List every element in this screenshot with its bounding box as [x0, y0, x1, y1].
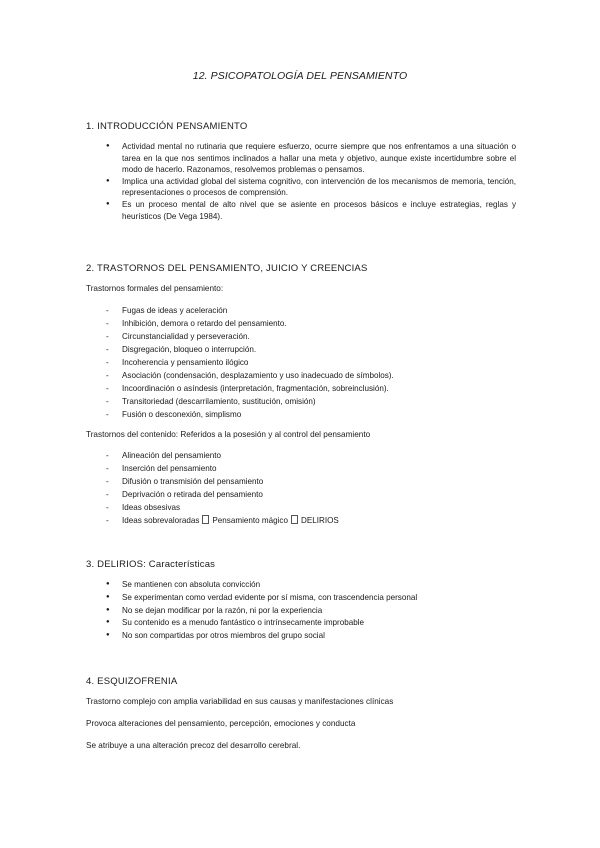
list-item: - Disgregación, bloqueo o interrupción.	[86, 343, 516, 356]
list-item: - Ideas obsesivas	[86, 501, 516, 514]
list-item: ● Se mantienen con absoluta convicción	[86, 579, 516, 591]
formales-list	[86, 304, 516, 421]
list-item: - Deprivación o retirada del pensamiento	[86, 488, 516, 501]
esquizofrenia-line: Provoca alteraciones del pensamiento, percepción, emociones y conducta	[86, 719, 356, 728]
list-item: ● Es un proceso mental de alto nivel que se asiente en procesos básicos e incluye estrategias, reglas y heurísticos (De Vega 1984).	[86, 199, 516, 222]
list-item: - Inhibición, demora o retardo del pensamiento.	[86, 317, 516, 330]
list-item: ● Actividad mental no rutinaria que requiere esfuerzo, ocurre siempre que nos enfrentamos a una situación o tarea en la que nos sentimos inclinados a hallar una meta y objetivo, aunque existe incertidumbre sobre el modo de hacerlo. Razonamos, resolvemos problemas o pensamos.	[86, 141, 516, 176]
delirios-text: DELIRIOS	[300, 516, 339, 525]
arrow-placeholder-icon	[291, 515, 298, 524]
section-heading-delirios: 3. DELIRIOS: Características	[86, 559, 216, 570]
pensamiento-magico-text: Pensamiento mágico	[212, 516, 288, 525]
list-item: - Fugas de ideas y aceleración	[86, 304, 516, 317]
list-item: - Inserción del pensamiento	[86, 462, 516, 475]
section-heading-esquizofrenia: 4. ESQUIZOFRENIA	[86, 676, 178, 687]
list-item: ● No se dejan modificar por la razón, ni por la experiencia	[86, 605, 516, 617]
list-item: ● No son compartidas por otros miembros del grupo social	[86, 630, 516, 642]
list-item: ● Su contenido es a menudo fantástico o intrínsecamente improbable	[86, 617, 516, 629]
intro-bullet-list	[86, 141, 516, 222]
list-item: - Incoordinación o asíndesis (interpretación, fragmentación, sobreinclusión).	[86, 382, 516, 395]
list-item: - Asociación (condensación, desplazamiento y uso inadecuado de símbolos).	[86, 369, 516, 382]
list-item: ● Se experimentan como verdad evidente por sí misma, con trascendencia personal	[86, 592, 516, 604]
list-item: - Fusión o desconexión, simplismo	[86, 408, 516, 421]
list-item: - Circunstancialidad y perseveración.	[86, 330, 516, 343]
list-item: - Transitoriedad (descarrilamiento, sustitución, omisión)	[86, 395, 516, 408]
list-item: - Difusión o transmisión del pensamiento	[86, 475, 516, 488]
document-title: 12. PSICOPATOLOGÍA DEL PENSAMIENTO	[192, 70, 408, 82]
ideas-sobrevaloradas-text: Ideas sobrevaloradas	[122, 516, 200, 525]
section-heading-trastornos: 2. TRASTORNOS DEL PENSAMIENTO, JUICIO Y CREENCIAS	[86, 263, 368, 274]
list-item: ● Implica una actividad global del sistema cognitivo, con intervención de los mecanismos de memoria, tención, representaciones o procesos de comprensión.	[86, 176, 516, 199]
list-item: - Incoherencia y pensamiento ilógico	[86, 356, 516, 369]
contenido-list	[86, 449, 516, 527]
esquizofrenia-line: Se atribuye a una alteración precoz del desarrollo cerebral.	[86, 741, 301, 750]
delirios-bullet-list	[86, 579, 516, 643]
esquizofrenia-line: Trastorno complejo con amplia variabilidad en sus causas y manifestaciones clínicas	[86, 697, 394, 706]
list-item	[86, 514, 516, 527]
list-item: - Alineación del pensamiento	[86, 449, 516, 462]
formales-label: Trastornos formales del pensamiento:	[86, 284, 224, 293]
contenido-label: Trastornos del contenido: Referidos a la posesión y al control del pensamiento	[86, 430, 371, 439]
section-heading-intro: 1. INTRODUCCIÓN PENSAMIENTO	[86, 121, 248, 132]
arrow-placeholder-icon	[202, 515, 209, 524]
